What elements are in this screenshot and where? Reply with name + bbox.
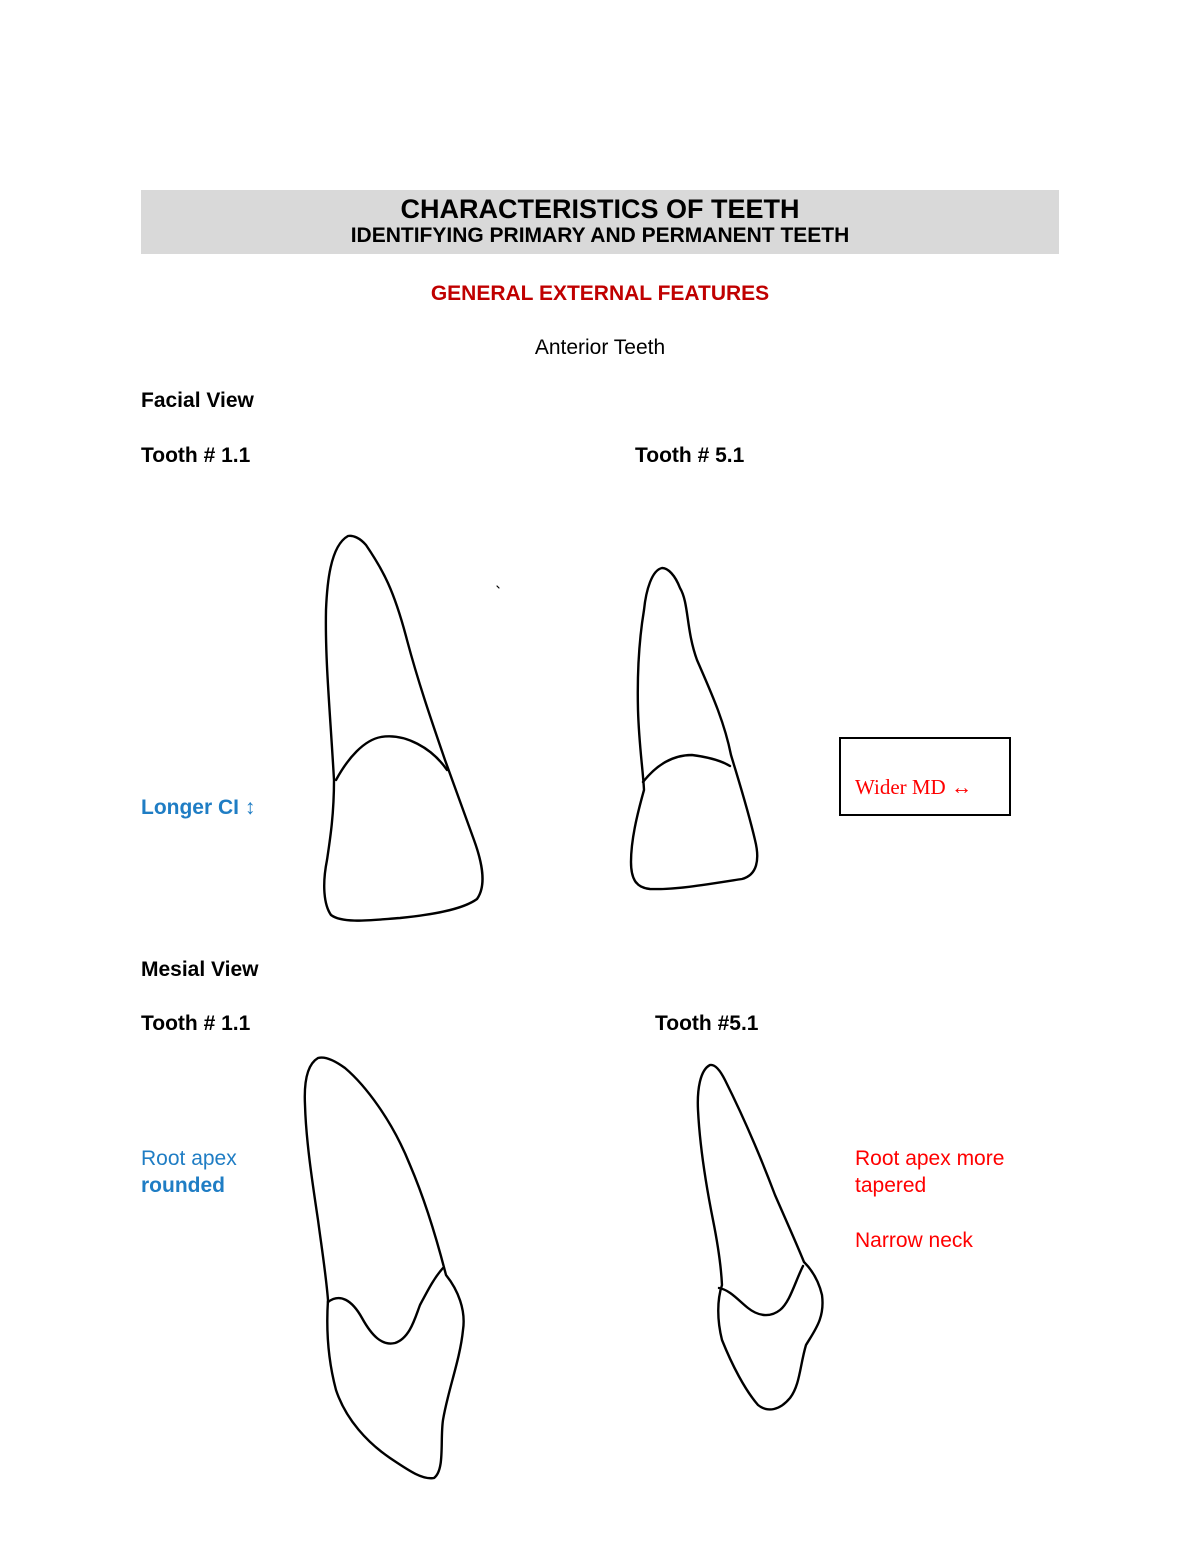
stray-mark <box>497 586 499 588</box>
document-title: CHARACTERISTICS OF TEETH <box>400 194 800 224</box>
subsection-title: Anterior Teeth <box>534 336 666 359</box>
root-apex-rounded-line1: Root apex <box>141 1147 237 1170</box>
mesial-tooth-1-1-outline <box>305 1057 464 1478</box>
mesial-right-tooth-label: Tooth #5.1 <box>655 1012 759 1035</box>
longer-ci-note: Longer CI ↕ <box>141 796 256 819</box>
facial-tooth-1-1-outline <box>324 536 482 921</box>
mesial-tooth-1-1-cej-line <box>328 1268 443 1344</box>
root-apex-tapered-line2: tapered <box>855 1174 927 1197</box>
narrow-neck-note: Narrow neck <box>855 1229 973 1252</box>
facial-tooth-5-1-cej-line <box>643 755 730 782</box>
facial-right-tooth-label: Tooth # 5.1 <box>635 444 745 467</box>
section-title: GENERAL EXTERNAL FEATURES <box>430 282 770 305</box>
facial-tooth-5-1-outline <box>631 568 757 889</box>
mesial-left-tooth-label: Tooth # 1.1 <box>141 1012 251 1035</box>
mesial-tooth-5-1-cej-line <box>719 1266 803 1315</box>
document-subtitle: IDENTIFYING PRIMARY AND PERMANENT TEETH <box>350 224 850 247</box>
root-apex-tapered-line1: Root apex more <box>855 1147 1005 1170</box>
mesial-view-label: Mesial View <box>141 958 259 981</box>
root-apex-rounded-line2: rounded <box>141 1174 225 1197</box>
wider-md-note: Wider MD ↔ <box>855 775 972 799</box>
facial-left-tooth-label: Tooth # 1.1 <box>141 444 251 467</box>
mesial-tooth-5-1-outline <box>698 1065 823 1410</box>
facial-tooth-1-1-cej-line <box>336 736 447 780</box>
facial-view-label: Facial View <box>141 389 254 412</box>
